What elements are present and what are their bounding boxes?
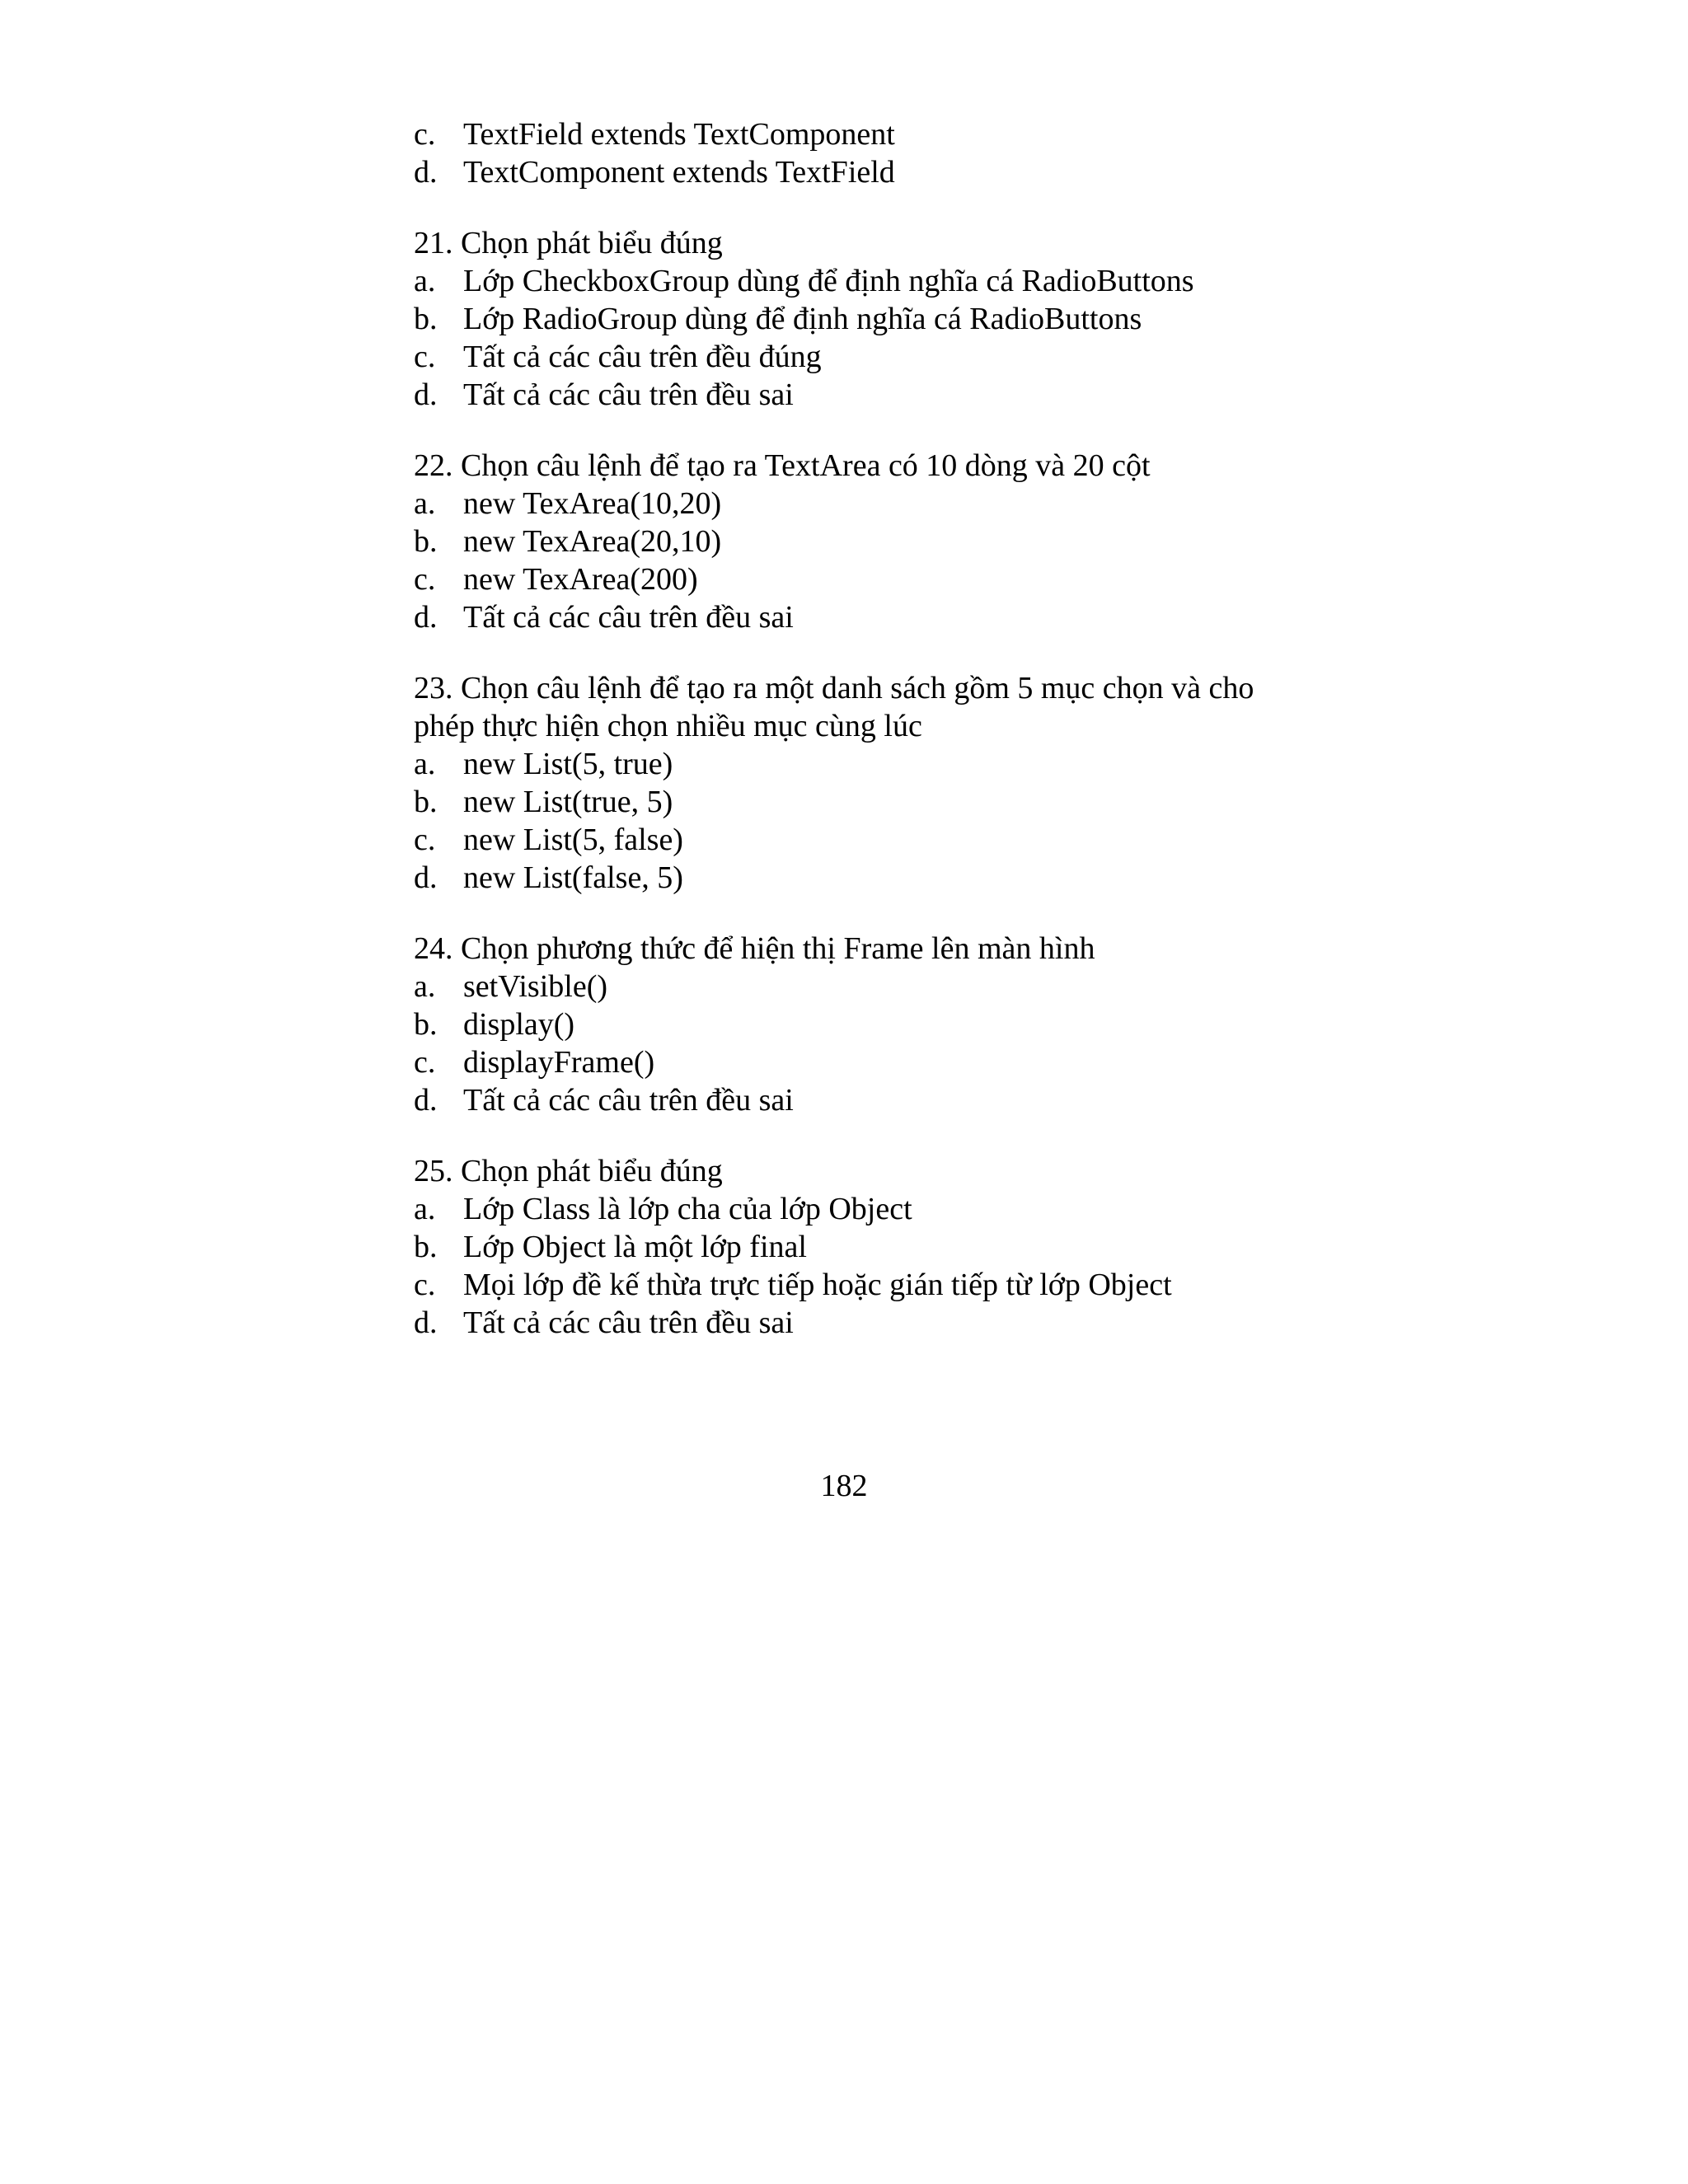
option-item (414, 523, 1320, 560)
option-text: new List(true, 5) (463, 785, 673, 819)
option-letter: b. (414, 785, 438, 819)
option-letter: d. (414, 1083, 438, 1118)
option-text: Tất cả các câu trên đều đúng (463, 340, 822, 374)
option-text: Lớp Class là lớp cha của lớp Object (463, 1192, 912, 1226)
option-letter: b. (414, 524, 438, 559)
option-item (414, 1081, 1320, 1119)
option-letter: b. (414, 1230, 438, 1264)
option-text: new TexArea(10,20) (463, 486, 722, 521)
option-item (414, 821, 1320, 859)
question-22 (414, 447, 1320, 636)
option-letter: a. (414, 486, 436, 521)
option-letter: c. (414, 340, 436, 374)
option-item (414, 300, 1320, 338)
option-text: Tất cả các câu trên đều sai (463, 377, 794, 412)
page-number: 182 (820, 1469, 868, 1503)
question-21 (414, 224, 1320, 414)
option-letter: a. (414, 747, 436, 781)
option-letter: a. (414, 264, 436, 298)
option-text: new List(false, 5) (463, 860, 683, 895)
question-title: 23. Chọn câu lệnh để tạo ra một danh sách gồm 5 mục chọn và cho phép thực hiện chọn nhiều mục cùng lúc (414, 671, 1254, 743)
option-text: Lớp CheckboxGroup dùng để định nghĩa cá RadioButtons (463, 264, 1194, 298)
option-text: new TexArea(200) (463, 562, 698, 597)
option-letter: c. (414, 117, 436, 152)
option-text: TextComponent extends TextField (463, 155, 895, 190)
question-title: 22. Chọn câu lệnh để tạo ra TextArea có 10 dòng và 20 cột (414, 448, 1151, 483)
option-item (414, 1304, 1320, 1342)
option-letter: c. (414, 1045, 436, 1080)
option-letter: d. (414, 377, 438, 412)
option-letter: d. (414, 600, 438, 635)
option-item (414, 1043, 1320, 1081)
question-title: 21. Chọn phát biểu đúng (414, 226, 723, 260)
option-letter: a. (414, 1192, 436, 1226)
option-letter: d. (414, 1305, 438, 1340)
option-item (414, 1190, 1320, 1228)
option-item (414, 859, 1320, 897)
option-item (414, 598, 1320, 636)
question-title: 24. Chọn phương thức để hiện thị Frame lên màn hình (414, 931, 1095, 966)
option-item (414, 153, 1320, 191)
option-text: Lớp RadioGroup dùng để định nghĩa cá RadioButtons (463, 302, 1142, 336)
option-letter: d. (414, 155, 438, 190)
option-item (414, 745, 1320, 783)
option-text: new List(5, false) (463, 823, 683, 857)
option-item (414, 376, 1320, 414)
option-letter: b. (414, 302, 438, 336)
option-letter: b. (414, 1007, 438, 1042)
option-text: Tất cả các câu trên đều sai (463, 1305, 794, 1340)
option-item (414, 262, 1320, 300)
option-text: setVisible() (463, 969, 608, 1004)
option-item (414, 560, 1320, 598)
option-letter: c. (414, 1268, 436, 1302)
option-letter: c. (414, 562, 436, 597)
option-item (414, 1266, 1320, 1304)
option-text: Tất cả các câu trên đều sai (463, 600, 794, 635)
continued-options (414, 115, 1320, 191)
page-content (414, 115, 1320, 1342)
option-item (414, 1228, 1320, 1266)
question-23 (414, 669, 1320, 897)
option-item (414, 1005, 1320, 1043)
option-item (414, 968, 1320, 1005)
option-letter: c. (414, 823, 436, 857)
question-24 (414, 930, 1320, 1119)
option-text: displayFrame() (463, 1045, 655, 1080)
option-item (414, 115, 1320, 153)
option-text: new TexArea(20,10) (463, 524, 722, 559)
option-letter: a. (414, 969, 436, 1004)
option-letter: d. (414, 860, 438, 895)
option-text: TextField extends TextComponent (463, 117, 895, 152)
question-title: 25. Chọn phát biểu đúng (414, 1154, 723, 1188)
option-item (414, 485, 1320, 523)
option-text: Lớp Object là một lớp final (463, 1230, 807, 1264)
option-text: display() (463, 1007, 575, 1042)
option-text: Tất cả các câu trên đều sai (463, 1083, 794, 1118)
option-text: Mọi lớp đề kế thừa trực tiếp hoặc gián tiếp từ lớp Object (463, 1268, 1172, 1302)
option-item (414, 783, 1320, 821)
option-text: new List(5, true) (463, 747, 673, 781)
option-item (414, 338, 1320, 376)
question-25 (414, 1152, 1320, 1342)
